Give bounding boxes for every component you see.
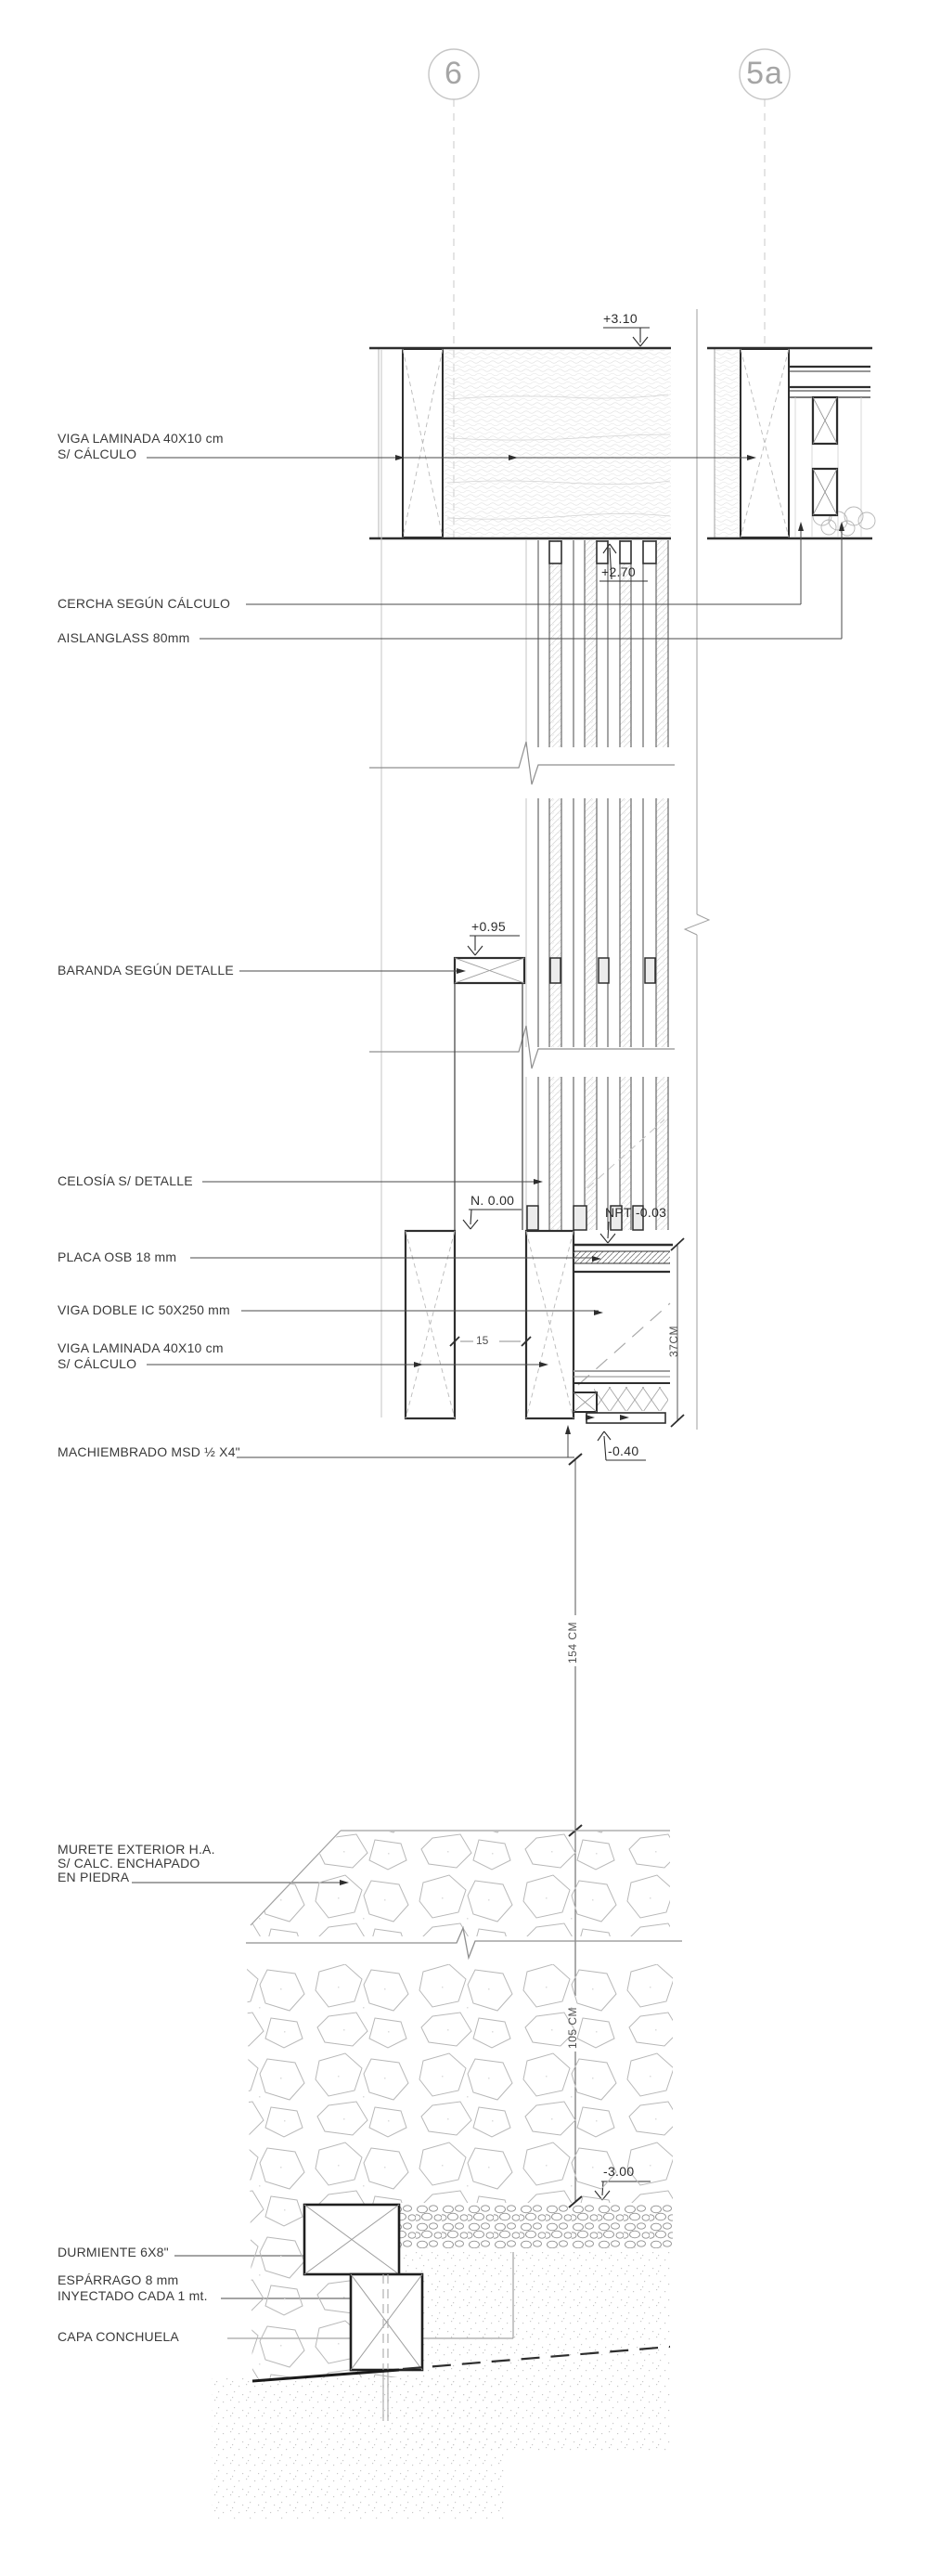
dim-15: 15 bbox=[476, 1334, 489, 1347]
label-capa-conchuela: CAPA CONCHUELA bbox=[58, 2329, 179, 2344]
elevation-npt: NPT -0.03 bbox=[605, 1205, 667, 1220]
label-viga-laminada-low-line1: VIGA LAMINADA 40X10 cm bbox=[58, 1340, 224, 1355]
label-machiembrado: MACHIEMBRADO MSD ½ X4" bbox=[58, 1444, 240, 1459]
elevation-095: +0.95 bbox=[471, 919, 506, 934]
label-viga-laminada-top-line2: S/ CÁLCULO bbox=[58, 447, 137, 461]
label-viga-doble: VIGA DOBLE IC 50X250 mm bbox=[58, 1302, 230, 1317]
label-viga-laminada-top-line1: VIGA LAMINADA 40X10 cm bbox=[58, 431, 224, 446]
beam-section-right bbox=[697, 309, 875, 540]
floor-edge-assembly bbox=[406, 1231, 684, 1427]
dim-154cm: 154 CM bbox=[566, 1621, 579, 1663]
label-celosia: CELOSÍA S/ DETALLE bbox=[58, 1173, 193, 1188]
baranda-rail bbox=[455, 958, 524, 1230]
label-baranda: BARANDA SEGÚN DETALLE bbox=[58, 963, 234, 977]
elevation-270: +2.70 bbox=[601, 564, 636, 579]
elevation-300: -3.00 bbox=[603, 2164, 635, 2179]
label-cercha: CERCHA SEGÚN CÁLCULO bbox=[58, 596, 231, 611]
label-placa-osb: PLACA OSB 18 mm bbox=[58, 1249, 177, 1264]
label-esparrago-line1: ESPÁRRAGO 8 mm bbox=[58, 2272, 179, 2287]
label-durmiente: DURMIENTE 6X8" bbox=[58, 2245, 169, 2259]
label-murete-line2: S/ CALC. ENCHAPADO bbox=[58, 1856, 200, 1871]
beam-section-left bbox=[369, 348, 671, 538]
label-aislanglass: AISLANGLASS 80mm bbox=[58, 630, 190, 645]
elevation-000: N. 0.00 bbox=[470, 1193, 515, 1208]
grid-bubble-6: 6 bbox=[445, 56, 463, 91]
dim-105cm: 105 CM bbox=[566, 2006, 579, 2049]
elevation-310: +3.10 bbox=[603, 311, 638, 326]
label-murete-line1: MURETE EXTERIOR H.A. bbox=[58, 1842, 215, 1857]
dim-37cm: 37CM bbox=[667, 1325, 680, 1357]
label-esparrago-line2: INYECTADO CADA 1 mt. bbox=[58, 2288, 208, 2303]
label-viga-laminada-low-line2: S/ CÁLCULO bbox=[58, 1356, 137, 1371]
elevation-040: -0.40 bbox=[608, 1443, 639, 1458]
label-murete-line3: EN PIEDRA bbox=[58, 1870, 130, 1884]
grid-bubble-5a: 5a bbox=[746, 56, 783, 91]
